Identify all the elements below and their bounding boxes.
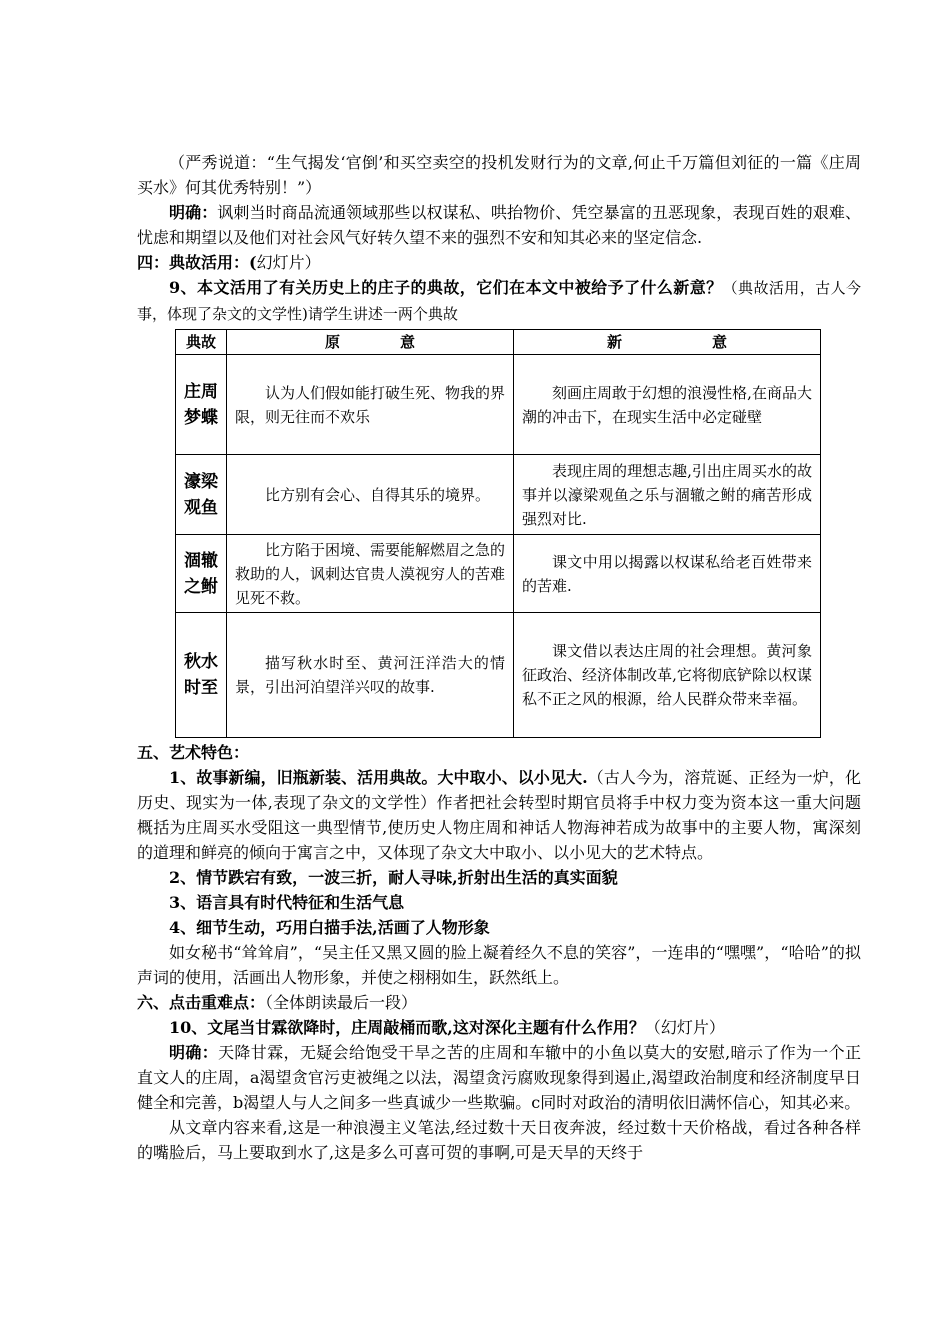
conclusion-label: 明确： bbox=[169, 203, 218, 222]
feature-1: 1、故事新编，旧瓶新装、活用典故。大中取小、以小见大.（古人今为，溶荒诞、正经为一炉，化历史、现实为一体,表现了杂文的文学性）作者把社会转型时期官员将手中权力变为资本这一重大问题概括为庄周买水受阻这一典型情节,使历史人物庄周和神话人物海神若成为故事中的主要人物，寓深刻的道理和鲜亮的倾向于寓言之中，又体现了杂文大中取小、以小见大的艺术特点。 bbox=[137, 768, 861, 862]
header-allusion: 典故 bbox=[176, 330, 227, 355]
table-header-row bbox=[176, 330, 821, 355]
allusion-name: 庄周梦蝶 bbox=[176, 355, 227, 455]
table-row bbox=[176, 535, 821, 613]
feature-2: 2、情节跌宕有致，一波三折，耐人寻味,折射出生活的真实面貌 bbox=[169, 868, 618, 887]
document-page bbox=[137, 150, 861, 1165]
feature-4: 4、细节生动，巧用白描手法,活画了人物形象 bbox=[169, 918, 490, 937]
feature-3: 3、语言具有时代特征和生活气息 bbox=[169, 893, 405, 912]
table-row bbox=[176, 613, 821, 738]
closing-paragraph: 从文章内容来看,这是一种浪漫主义笔法,经过数十天日夜奔波，经过数十天价格战，看过各种各样的嘴脸后，马上要取到水了,这是多么可喜可贺的事啊,可是天旱的天终于 bbox=[137, 1118, 861, 1162]
original-meaning: 比方陷于困境、需要能解燃眉之急的救助的人，讽刺达官贵人漠视穷人的苦难见死不救。 bbox=[227, 535, 514, 613]
table-row bbox=[176, 355, 821, 455]
conclusion-2: 明确：天降甘霖，无疑会给饱受干旱之苦的庄周和车辙中的小鱼以莫大的安慰,暗示了作为一个正直文人的庄周，a渴望贪官污吏被绳之以法，渴望贪污腐败现象得到遏止,渴望政治制度和经济制度早日健全和完善，b渴望人与人之间多一些真诚少一些欺骗。c同时对政治的清明依旧满怀信心，知其必来。 bbox=[137, 1043, 861, 1112]
new-meaning: 课文中用以揭露以权谋私给老百姓带来的苦难. bbox=[514, 535, 821, 613]
allusion-name: 涸辙之鲋 bbox=[176, 535, 227, 613]
new-meaning: 表现庄周的理想志趣,引出庄周买水的故事并以濠梁观鱼之乐与涸辙之鲋的痛苦形成强烈对比. bbox=[514, 455, 821, 535]
section-4-heading: 四：典故活用：(幻灯片） bbox=[137, 253, 321, 272]
original-meaning: 描写秋水时至、黄河汪洋浩大的情景，引出河泊望洋兴叹的故事. bbox=[227, 613, 514, 738]
new-meaning: 课文借以表达庄周的社会理想。黄河象征政治、经济体制改革,它将彻底铲除以权谋私不正之风的根源，给人民群众带来幸福。 bbox=[514, 613, 821, 738]
allusion-table bbox=[175, 329, 821, 738]
feature-4-example: 如女秘书“耸耸肩”，“吴主任又黑又圆的脸上凝着经久不息的笑容”，一连串的“嘿嘿”，“哈哈”的拟声词的使用，活画出人物形象，并使之栩栩如生，跃然纸上。 bbox=[137, 943, 861, 987]
allusion-name: 秋水时至 bbox=[176, 613, 227, 738]
original-meaning: 认为人们假如能打破生死、物我的界限，则无往而不欢乐 bbox=[227, 355, 514, 455]
header-original: 原 意 bbox=[227, 330, 514, 355]
table-row bbox=[176, 455, 821, 535]
original-meaning: 比方别有会心、自得其乐的境界。 bbox=[227, 455, 514, 535]
conclusion-paragraph bbox=[137, 200, 861, 250]
question-10: 10、文尾当甘霖欲降时，庄周敲桶而歌,这对深化主题有什么作用？（幻灯片） bbox=[169, 1018, 725, 1037]
conclusion-text: 讽刺当时商品流通领域那些以权谋私、哄抬物价、凭空暴富的丑恶现象，表现百姓的艰难、忧虑和期望以及他们对社会风气好转久望不来的强烈不安和知其必来的坚定信念. bbox=[137, 203, 861, 247]
header-new: 新 意 bbox=[514, 330, 821, 355]
quote-paragraph: （严秀说道：“生气揭发‘官倒’和买空卖空的投机发财行为的文章,何止千万篇但刘征的一篇《庄周买水》何其优秀特别！”） bbox=[137, 153, 861, 197]
question-9: 9、本文活用了有关历史上的庄子的典故，它们在本文中被给予了什么新意？（典故活用，古人今事，体现了杂文的文学性)请学生讲述一两个典故 bbox=[137, 278, 861, 323]
allusion-name: 濠梁观鱼 bbox=[176, 455, 227, 535]
new-meaning: 刻画庄周敢于幻想的浪漫性格,在商品大潮的冲击下，在现实生活中必定碰壁 bbox=[514, 355, 821, 455]
section-5-heading: 五、艺术特色： bbox=[137, 743, 250, 762]
section-6-heading: 六、点击重难点：（全体朗读最后一段） bbox=[137, 993, 418, 1012]
